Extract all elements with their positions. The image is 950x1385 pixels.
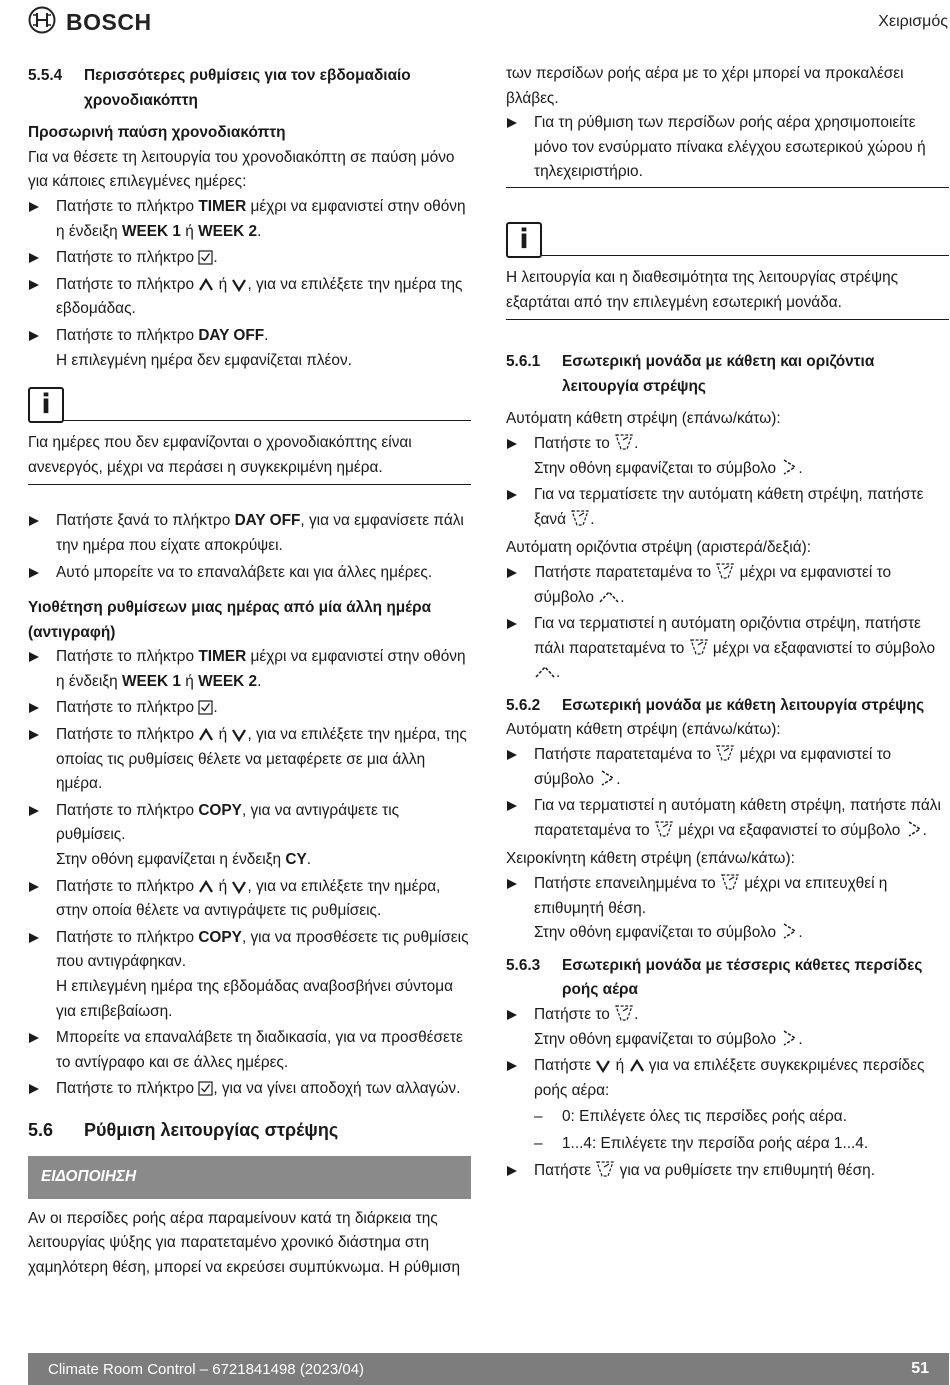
swing-button-icon (570, 509, 590, 527)
step: Πατήστε το . Στην οθόνη εμφανίζεται το σύμβολο . (506, 1003, 949, 1052)
info-text: Για ημέρες που δεν εμφανίζονται ο χρονοδιακόπτης είναι ανενεργός, μέχρι να περάσει η συγκεκριμένη ημέρα. (28, 423, 471, 485)
step: Για να τερματιστεί η αυτόματη κάθετη στρέψη, πατήστε πάλι παρατεταμένα το μέχρι να εξαφανιστεί το σύμβολο . (506, 794, 949, 843)
chevron-down-icon (231, 880, 247, 894)
section-5-6-heading (28, 1116, 471, 1144)
info-icon: i (28, 387, 64, 423)
swing-button-icon (614, 433, 634, 451)
section-5-6-1-heading (506, 350, 949, 399)
swing-button-icon (689, 638, 709, 656)
left-column (28, 62, 471, 1280)
vertical-swing-symbol-icon (780, 922, 798, 940)
steps-563 (506, 1003, 949, 1103)
horizontal-swing-symbol-icon (534, 664, 556, 680)
chevron-down-icon (595, 1059, 611, 1073)
page-footer (28, 1353, 949, 1385)
chevron-up-icon (198, 728, 214, 742)
vertical-swing-symbol-icon (905, 820, 923, 838)
vertical-swing-symbol-icon (780, 1029, 798, 1047)
swing-button-icon (715, 562, 735, 580)
flap-options (506, 1105, 949, 1156)
step: Πατήστε το πλήκτρο COPY, για να προσθέσετε τις ρυθμίσεις που αντιγράφηκαν. Η επιλεγμένη ημέρα της εβδομάδας αναβοσβήνει σύντομα για επιβεβαίωση. (28, 926, 471, 1024)
chevron-up-icon (198, 880, 214, 894)
checkbox-check-icon (198, 250, 213, 265)
step: Πατήστε το πλήκτρο COPY, για να αντιγράψετε τις ρυθμίσεις. Στην οθόνη εμφανίζεται η ένδειξη CY. (28, 799, 471, 873)
manual-vertical-label: Χειροκίνητη κάθετη στρέψη (επάνω/κάτω): (506, 850, 795, 868)
notice-text: Αν οι περσίδες ροής αέρα παραμείνουν κατά τη διάρκεια της λειτουργίας ψύξης για παρατεταμένο χρονικό διάστημα στη χαμηλότερη θέση, μπορεί να εκρεύσει συμπύκνωμα. Η ρύθμιση (28, 1209, 461, 1276)
notice-end-rule (506, 187, 949, 188)
step: Πατήστε επανειλημμένα το μέχρι να επιτευχθεί η επιθυμητή θέση. Στην οθόνη εμφανίζεται το σύμβολο . (506, 872, 949, 946)
step: Πατήστε παρατεταμένα το μέχρι να εμφανιστεί το σύμβολο . (506, 561, 949, 610)
vertical-swing-symbol-icon (780, 458, 798, 476)
chevron-up-icon (198, 278, 214, 292)
step: Πατήστε το . Στην οθόνη εμφανίζεται το σύμβολο . (506, 432, 949, 481)
pause-intro: Για να θέσετε τη λειτουργία του χρονοδιακόπτη σε παύση μόνο για κάποιες επιλεγμένες ημέρες: (28, 148, 455, 191)
pause-heading: Προσωρινή παύση χρονοδιακόπτη (28, 124, 286, 142)
section-number: 5.6.2 (506, 696, 541, 714)
step: Αυτό μπορείτε να το επαναλάβετε και για άλλες ημέρες. (28, 561, 471, 586)
steps-561-horizontal (506, 561, 949, 686)
step: Για να τερματιστεί η αυτόματη οριζόντια στρέψη, πατήστε πάλι παρατεταμένα το μέχρι να εξαφανιστεί το σύμβολο . (506, 612, 949, 686)
auto-horizontal-label: Αυτόματη οριζόντια στρέψη (αριστερά/δεξιά): (506, 539, 812, 557)
horizontal-swing-symbol-icon (598, 589, 620, 605)
section-number: 5.6 (28, 1119, 54, 1140)
auto-vertical-label: Αυτόματη κάθετη στρέψη (επάνω/κάτω): (506, 410, 781, 428)
bosch-logo (28, 7, 152, 37)
step: Πατήστε το πλήκτρο TIMER μέχρι να εμφανιστεί στην οθόνη η ένδειξη WEEK 1 ή WEEK 2. (28, 645, 471, 694)
step: Πατήστε το πλήκτρο . (28, 246, 471, 271)
steps-562-auto (506, 743, 949, 843)
section-5-6-2-heading (506, 694, 949, 719)
step: Για τη ρύθμιση των περσίδων ροής αέρα χρησιμοποιείτε μόνο τον ενσύρματο πίνακα ελέγχου εσωτερικού χώρου ή τηλεχειριστήριο. (506, 111, 949, 185)
vertical-swing-symbol-icon (598, 769, 616, 787)
right-column (506, 62, 949, 1185)
section-title: Εσωτερική μονάδα με τέσσερις κάθετες περσίδες ροής αέρα (562, 956, 923, 999)
steps-561-vertical (506, 432, 949, 532)
section-number: 5.5.4 (28, 67, 63, 84)
swing-button-icon (595, 1160, 615, 1178)
section-number: 5.6.1 (506, 353, 541, 371)
notice-label: ΕΙΔΟΠΟΙΗΣΗ (28, 1156, 471, 1199)
swing-button-icon (720, 873, 740, 891)
swing-button-icon (654, 820, 674, 838)
chevron-down-icon (231, 728, 247, 742)
brand-name: BOSCH (66, 8, 152, 35)
swing-button-icon (715, 744, 735, 762)
step: Πατήστε το πλήκτρο ή , για να επιλέξετε την ημέρα της εβδομάδας. (28, 273, 471, 322)
step: Πατήστε παρατεταμένα το μέχρι να εμφανιστεί το σύμβολο . (506, 743, 949, 792)
section-title: Περισσότερες ρυθμίσεις για τον εβδομαδιαίο χρονοδιακόπτη (84, 67, 411, 109)
section-number: 5.6.3 (506, 956, 541, 974)
checkbox-check-icon (198, 1081, 213, 1096)
step: Πατήστε για να ρυθμίσετε την επιθυμητή θέση. (506, 1159, 949, 1184)
section-title: Εσωτερική μονάδα με κάθετη και οριζόντια λειτουργία στρέψης (562, 353, 875, 395)
pause-steps (28, 195, 471, 373)
info-text: Η λειτουργία και η διαθεσιμότητα της λειτουργίας στρέψης εξαρτάται από την επιλεγμένη εσωτερική μονάδα. (506, 258, 949, 320)
notice-continued: των περσίδων ροής αέρα με το χέρι μπορεί να προκαλέσει βλάβες. (506, 65, 904, 107)
info-note-2 (506, 216, 949, 320)
section-title: Χειρισμός (878, 13, 948, 30)
chevron-up-icon (629, 1059, 645, 1073)
step: Πατήστε ή για να επιλέξετε συγκεκριμένες περσίδες ροής αέρα: (506, 1054, 949, 1103)
section-title: Εσωτερική μονάδα με κάθετη λειτουργία στρέψης (562, 696, 925, 714)
step: Πατήστε το πλήκτρο TIMER μέχρι να εμφανιστεί στην οθόνη η ένδειξη WEEK 1 ή WEEK 2. (28, 195, 471, 244)
copy-steps (28, 645, 471, 1102)
document-id: Climate Room Control – 6721841498 (2023/04) (48, 1360, 365, 1378)
step: Πατήστε το πλήκτρο , για να γίνει αποδοχή των αλλαγών. (28, 1077, 471, 1102)
page-number: 51 (911, 1360, 929, 1377)
step: Πατήστε το πλήκτρο DAY OFF. Η επιλεγμένη ημέρα δεν εμφανίζεται πλέον. (28, 324, 471, 373)
step: Για να τερματίσετε την αυτόματη κάθετη στρέψη, πατήστε ξανά . (506, 483, 949, 532)
step: Πατήστε το πλήκτρο ή , για να επιλέξετε την ημέρα, της οποίας τις ρυθμίσεις θέλετε να μεταφέρετε σε μια άλλη ημέρα. (28, 723, 471, 797)
section-5-5-4-heading (28, 64, 471, 113)
swing-button-icon (614, 1004, 634, 1022)
copy-heading: Υιοθέτηση ρυθμίσεων μιας ημέρας από μία άλλη ημέρα (αντιγραφή) (28, 599, 432, 641)
list-item: – 1...4: Επιλέγετε την περσίδα ροής αέρα 1...4. (506, 1132, 949, 1157)
list-item: – 0: Επιλέγετε όλες τις περσίδες ροής αέρα. (506, 1105, 949, 1130)
info-note-1 (28, 381, 471, 485)
step: Πατήστε ξανά το πλήκτρο DAY OFF, για να εμφανίσετε πάλι την ημέρα που είχατε αποκρύψει. (28, 509, 471, 558)
steps-563-final (506, 1159, 949, 1184)
notice-steps (506, 111, 949, 185)
bosch-armature-logo-icon (28, 6, 56, 39)
section-title: Ρύθμιση λειτουργίας στρέψης (84, 1119, 339, 1140)
section-5-6-3-heading (506, 954, 949, 1003)
chevron-down-icon (231, 278, 247, 292)
auto-vertical-label: Αυτόματη κάθετη στρέψη (επάνω/κάτω): (506, 721, 781, 739)
steps-562-manual (506, 872, 949, 946)
step: Πατήστε το πλήκτρο ή , για να επιλέξετε την ημέρα, στην οποία θέλετε να αντιγράψετε τις ρυθμίσεις. (28, 875, 471, 924)
step: Πατήστε το πλήκτρο . (28, 696, 471, 721)
info-icon: i (506, 222, 542, 258)
step: Μπορείτε να επαναλάβετε τη διαδικασία, για να προσθέσετε το αντίγραφο και σε άλλες ημέρες. (28, 1026, 471, 1075)
checkbox-check-icon (198, 700, 213, 715)
dayoff-steps (28, 509, 471, 585)
